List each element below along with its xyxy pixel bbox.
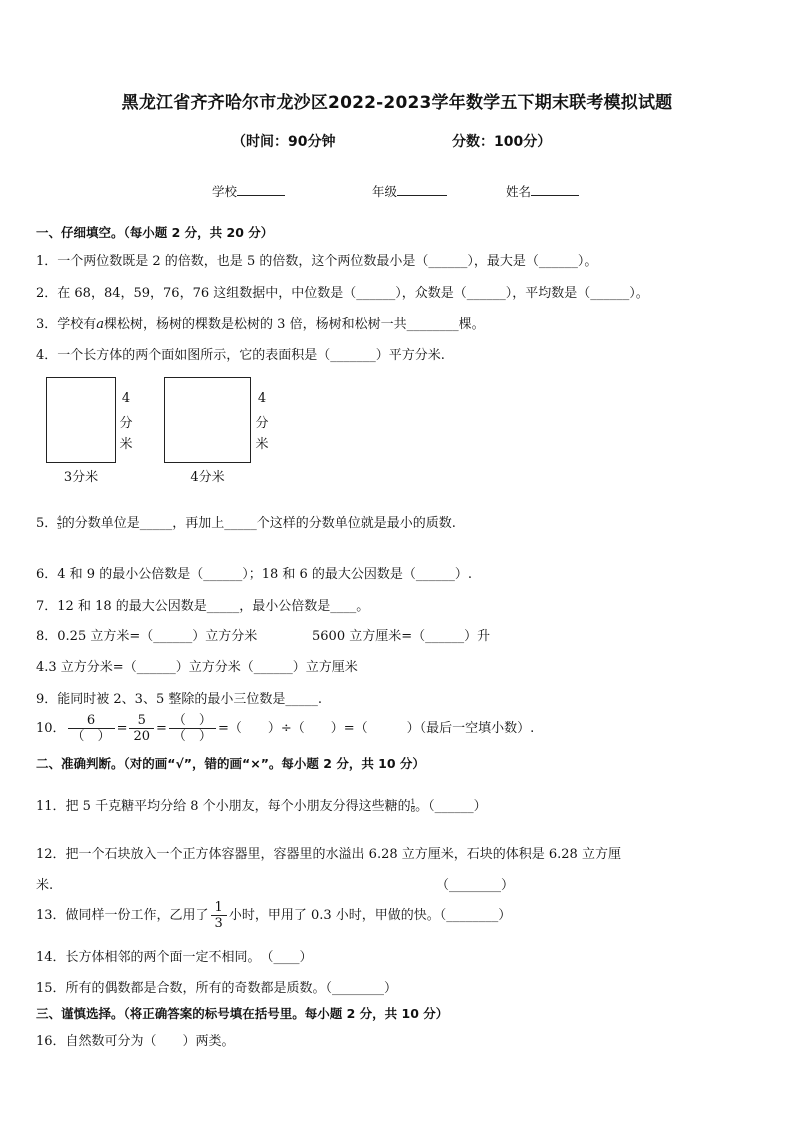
question-5 [36, 512, 456, 531]
equals-sign-2: = [156, 721, 167, 736]
school-field[interactable] [212, 182, 285, 200]
fig2-side-label-1: 4 [257, 391, 267, 406]
question-5-text: 的分数单位是_____，再加上_____个这样的分数单位就是最小的质数. [61, 516, 456, 531]
grade-blank[interactable] [397, 182, 447, 196]
question-8-part-2: 5600 立方厘米=（______）升 [312, 629, 491, 644]
face-rectangle-2 [164, 377, 251, 463]
question-3-variable: a [96, 317, 105, 332]
section-1-heading: 一、仔细填空。（每小题 2 分，共 20 分） [36, 225, 274, 240]
question-13 [36, 900, 511, 931]
question-2: 2．在 68，84，59，76，76 这组数据中，中位数是（______），众数是（______），平均数是（______）。 [36, 286, 649, 301]
exam-score: 分数：100分） [452, 134, 552, 150]
fraction-one-eighth: $\frac{1}{8}$ [410, 798, 416, 814]
fraction-one-third: $\frac{1}{3}$ [211, 900, 227, 931]
question-8-part-3: 4.3 立方分米=（______）立方分米（______）立方厘米 [36, 660, 358, 675]
question-11-answer: 。（______） [415, 799, 487, 814]
question-15: 15．所有的偶数都是合数，所有的奇数都是质数。（________） [36, 981, 398, 996]
equals-sign: = [116, 721, 128, 736]
question-12-answer: （________） [436, 878, 515, 893]
question-10 [36, 713, 534, 744]
fraction-1: $\frac{6}{( )}$ [68, 713, 115, 744]
question-10-rest: =（ ）÷（ ）=（ ）（最后一空填小数）. [217, 721, 535, 736]
question-9: 9．能同时被 2、3、5 整除的最小三位数是_____. [36, 692, 322, 707]
question-14: 14．长方体相邻的两个面一定不相同。 （____） [36, 950, 313, 965]
fraction-four-fifths: $\frac{4}{5}$ [57, 515, 62, 531]
question-8-part-1: 8．0.25 立方米=（______）立方分米 [36, 629, 258, 644]
name-label: 姓名 [506, 184, 532, 199]
school-blank[interactable] [237, 182, 285, 196]
fig1-bottom-label: 3分米 [63, 470, 99, 485]
section-2-heading: 二、准确判断。（对的画“√”，错的画“×”。每小题 2 分，共 10 分） [36, 756, 425, 771]
name-field[interactable] [506, 182, 579, 200]
question-6: 6．4 和 9 的最小公倍数是（______）；18 和 6 的最大公因数是（______）. [36, 567, 473, 582]
grade-field[interactable] [372, 182, 447, 200]
question-16: 16．自然数可分为（ ）两类。 [36, 1034, 235, 1049]
question-11-text: 11．把 5 千克糖平均分给 8 个小朋友，每个小朋友分得这些糖的 [36, 799, 411, 814]
school-label: 学校 [212, 184, 238, 199]
question-10-number: 10． [36, 721, 66, 736]
question-3-pre: 3．学校有 [36, 317, 97, 332]
face-rectangle-1 [46, 377, 116, 463]
grade-label: 年级 [372, 184, 398, 199]
exam-time: （时间：90分钟 [232, 134, 336, 150]
question-5-number: 5． [36, 516, 58, 531]
fig2-bottom-label: 4分米 [190, 470, 225, 485]
question-13-post: 小时，甲用了 0.3 小时，甲做的快。（________） [228, 908, 512, 923]
fraction-2: $\frac{5}{20}$ [129, 713, 154, 744]
page-title: 黑龙江省齐齐哈尔市龙沙区2022-2023学年数学五下期末联考模拟试题 [121, 93, 673, 113]
fig1-side-label-1: 4 [121, 391, 131, 406]
question-3 [36, 313, 485, 332]
question-11 [36, 795, 487, 814]
question-3-post: 棵松树，杨树的棵数是松树的 3 倍，杨树和松树一共________棵。 [104, 317, 485, 332]
question-12-line-2: 米. [36, 878, 54, 893]
section-3-heading: 三、谨慎选择。（将正确答案的标号填在括号里。每小题 2 分，共 10 分） [36, 1006, 449, 1021]
question-12-line-1: 12．把一个石块放入一个正方体容器里，容器里的水溢出 6.28 立方厘米，石块的体积是 6.28 立方厘 [36, 847, 621, 862]
question-13-pre: 13．做同样一份工作，乙用了 [36, 908, 209, 923]
question-4: 4．一个长方体的两个面如图所示，它的表面积是（_______）平方分米. [36, 348, 445, 363]
fig2-side-label-2: 分 [255, 416, 269, 431]
question-1: 1．一个两位数既是 2 的倍数，也是 5 的倍数，这个两位数最小是（______），最大是（______）。 [36, 254, 598, 269]
fraction-3: $\frac{( )}{( )}$ [169, 713, 216, 744]
fig1-side-label-2: 分 [119, 416, 133, 431]
question-7: 7．12 和 18 的最大公因数是_____，最小公倍数是____。 [36, 599, 370, 614]
name-blank[interactable] [531, 182, 579, 196]
fig2-side-label-3: 米 [255, 437, 269, 452]
fig1-side-label-3: 米 [119, 437, 133, 452]
